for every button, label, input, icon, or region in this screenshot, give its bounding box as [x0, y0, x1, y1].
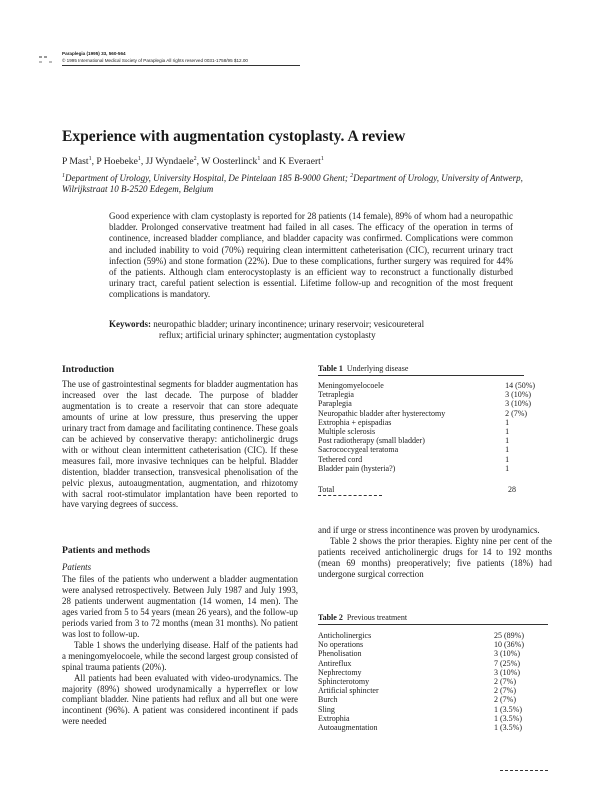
header-rule [62, 65, 300, 66]
table1-caption: Table 1 Underlying disease [318, 364, 409, 373]
methods-text [62, 574, 298, 727]
table-row: Sphincterotomy 2 (7%) [318, 677, 516, 687]
journal-header [62, 50, 300, 66]
table-row: Paraplegia 3 (10%) [318, 399, 532, 409]
body-paragraph: and if urge or stress incontinence was proven by urodynamics. [318, 525, 540, 535]
table-row: Burch 2 (7%) [318, 695, 516, 705]
table-row: Autoaugmentation 1 (3.5%) [318, 723, 522, 733]
table-row: Anticholinergics 25 (89%) [318, 631, 524, 640]
abstract: Good experience with clam cystoplasty is reported for 28 patients (14 female), 89% of whom had a neuropathic bladder. Prolonged conservative treatment had failed in all cases. The efficacy of the operation in terms of continence, increased bladder compliance, and bladder capacity was confirmed. Complications were common and included inability to void (70%) requiring clean intermittent catheterisation (CIC), recurrent urinary tract infection (59%) and stone formation (22%). Due to these complications, further surgery was required for 44% of the patients. Although clam enterocystoplasty is an efficient way to reconstruct a functionally disturbed urinary tract, careful patient selection is essential. Lifetime follow-up and recognition of the most frequent complications is mandatory. [109, 211, 513, 300]
table-row: Post radiotherapy (small bladder) 1 [318, 436, 510, 446]
table-row: Antireflux 7 (25%) [318, 658, 520, 668]
table-row: Phenolisation 3 (10%) [318, 649, 520, 659]
section-heading-introduction: Introduction [62, 364, 115, 375]
table2-bottom-rule [500, 770, 548, 771]
table1-top-rule [318, 375, 524, 376]
table1 [318, 381, 550, 473]
article-title: Experience with augmentation cystoplasty. A review [62, 128, 406, 145]
methods-paragraph: Table 1 shows the underlying disease. Half of the patients had a meningomyelocoele, while the second largest group consisted of spinal trauma patients (20%). [62, 639, 298, 672]
table-total-row: Total 28 [318, 485, 516, 494]
table-row: Nephrectomy 3 (10%) [318, 667, 520, 677]
journal-citation: Paraplegia (1995) 33, 560-564 [62, 51, 126, 56]
author: P Mast [62, 156, 89, 167]
author-list: P Mast$^1$, P Hoebeke$^1$, JJ Wyndaele$^2$, W Oosterlinck$^1$ and K Everaert$^1$ [62, 155, 324, 167]
keywords-line-2: reflux; artificial urinary sphincter; augmentation cystoplasty [159, 330, 376, 341]
affiliation-1: Department of Urology, University Hospital, De Pintelaan 185 B-9000 Ghent; [65, 173, 348, 183]
author: W Oosterlinck [201, 156, 258, 167]
right-column-text [318, 525, 552, 580]
table-row: Sling 1 (3.5%) [318, 704, 522, 714]
table-row: Tetraplegia 3 (10%) [318, 390, 532, 400]
table-row: Artificial sphincter 2 (7%) [318, 686, 516, 696]
author: JJ Wyndaele [145, 156, 194, 167]
table-row: No operations 10 (36%) [318, 640, 524, 650]
subheading-patients: Patients [62, 562, 92, 572]
author: K Everaert [279, 156, 321, 167]
table-row: Sacrococcygeal teratoma 1 [318, 445, 510, 455]
affiliation-2: Department of Urology, University of Antwerp, Wilrijkstraat 10 B-2520 Edegem, Belgium [62, 173, 523, 195]
publisher-logo-mark [38, 55, 58, 67]
body-paragraph: Table 2 shows the prior therapies. Eighty nine per cent of the patients received anticholinergic drugs for 14 to 192 months (mean 69 months) preoperatively; five patients (18%) had undergone surgical correction [318, 535, 552, 579]
table-row: Extrophia + epispadias 1 [318, 417, 510, 427]
table-row: Meningomyelocoele 14 (50%) [318, 381, 536, 390]
section-heading-methods: Patients and methods [62, 545, 150, 556]
keywords-line-1: neuropathic bladder; urinary incontinence; urinary reservoir; vesicoureteral [153, 319, 425, 329]
methods-paragraph: All patients had been evaluated with video-urodynamics. The majority (89%) showed urodynamically a hyperreflex or low compliant bladder. Nine patients had reflux and all but one were incontinent (96%). A patient was considered incontinent if pads were needed [62, 672, 298, 727]
copyright-line: © 1995 International Medical Society of Paraplegia All rights reserved 0031-1758/95 $12.00 [62, 58, 248, 63]
affiliations: $^1$Department of Urology, University Hospital, De Pintelaan 185 B-9000 Ghent; $^2$Department of Urology, University of Antwerp, Wilrijkstraat 10 B-2520 Edegem, Belgium [62, 173, 523, 195]
table-row: Extrophia 1 (3.5%) [318, 713, 522, 723]
table2-top-rule [318, 624, 548, 625]
table2 [318, 631, 550, 732]
table2-caption: Table 2 Previous treatment [318, 613, 408, 622]
table-row: Neuropathic bladder after hysterectomy 2 (7%) [318, 408, 528, 418]
keywords [109, 319, 513, 341]
author: P Hoebeke [96, 156, 138, 167]
keywords-label: Keywords: [109, 319, 151, 329]
table-row: Bladder pain (hysteria?) 1 [318, 463, 510, 473]
table-row: Tethered cord 1 [318, 454, 510, 464]
table1-bottom-rule [318, 495, 382, 496]
introduction-text: The use of gastrointestinal segments for bladder augmentation has increased over the last decade. The purpose of bladder augmentation is to create a reservoir that can store adequate amounts of urine at low pressure, thus preserving the upper urinary tract from damage and facilitating continence. These goals can be achieved by conservative therapy: anticholinergic drugs with or without clean intermittent catheterisation (CIC). If these measures fail, more invasive techniques can be helpful. Bladder distention, bladder transection, transvesical phenolisation of the pelvic plexus, autoaugmentation, augmentation, and rhizotomy with sacral root-stimulator implantation have been reported to have varying degrees of success. [62, 379, 298, 510]
table-row: Multiple sclerosis 1 [318, 427, 510, 437]
methods-paragraph: The files of the patients who underwent a bladder augmentation were analysed retrospectively. Between July 1987 and July 1993, 28 patients underwent augmentation (14 women, 14 men). The ages varied from 5 to 54 years (mean 26 years), and the follow-up periods varied from 3 to 72 months (mean 31 months). No patient was lost to follow-up. [62, 574, 298, 639]
table1-total [318, 485, 550, 494]
